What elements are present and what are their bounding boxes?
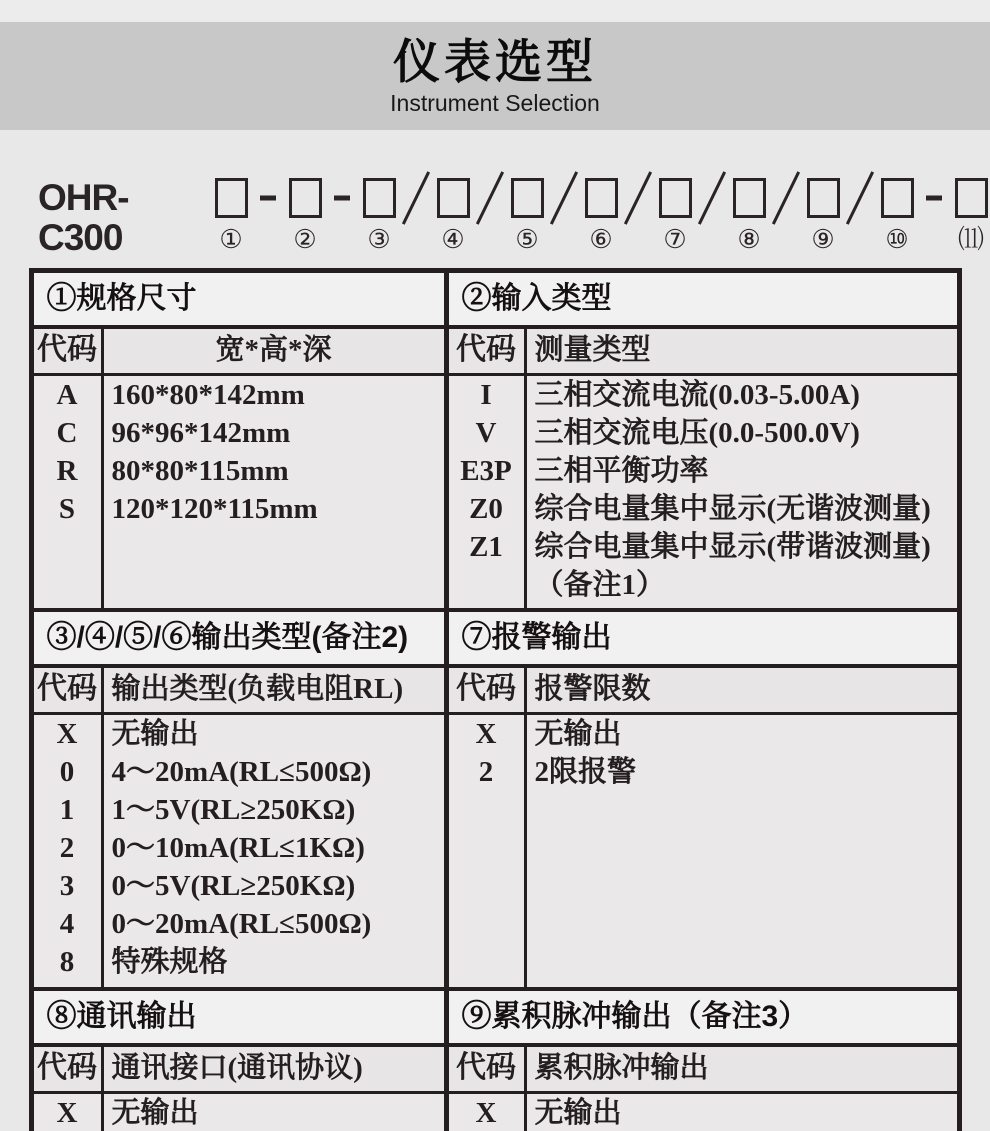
desc-cell: 2限报警 — [534, 756, 637, 788]
desc-cell: 无输出 — [111, 1097, 199, 1129]
code-cell: A — [56, 379, 78, 411]
model-position — [508, 178, 546, 255]
table-section-3 — [34, 987, 957, 1131]
dash-separator — [250, 178, 286, 218]
code-header-cell: 代码 — [34, 1047, 104, 1091]
code-cell: X — [475, 718, 497, 750]
code-cell: E3P — [460, 455, 512, 487]
desc-header-cell: 输出类型(负载电阻RL) — [111, 673, 404, 705]
model-position-label: ① — [219, 225, 243, 254]
selection-table — [29, 268, 962, 1131]
table-section-1 — [34, 273, 957, 608]
code-cell: S — [58, 493, 76, 525]
top-strip — [0, 0, 990, 22]
model-position-label: ⑧ — [737, 225, 761, 254]
model-position — [952, 178, 990, 255]
section-header: ③/④/⑤/⑥输出类型(备注2) — [34, 612, 444, 664]
code-header-cell: 代码 — [34, 329, 104, 373]
code-cell: X — [475, 1097, 497, 1129]
code-cell: V — [475, 417, 497, 449]
page-title: 仪表选型 — [393, 35, 597, 88]
desc-cell: 无输出 — [534, 1097, 622, 1129]
desc-cell: 综合电量集中显示(无谐波测量) — [534, 493, 931, 525]
desc-header-cell: 通讯接口(通讯协议) — [111, 1052, 363, 1084]
desc-cell: 4～20mA(RL≤500Ω) — [111, 756, 372, 788]
model-box — [881, 178, 914, 218]
code-cell: 4 — [59, 908, 75, 940]
model-position-label: ⑨ — [811, 225, 835, 254]
desc-cell: 96*96*142mm — [111, 417, 291, 449]
desc-cell: 三相交流电流(0.03-5.00A) — [534, 379, 860, 411]
code-cell: Z1 — [469, 531, 503, 563]
model-box — [733, 178, 766, 218]
code-cell: 0 — [59, 756, 75, 788]
slash-separator — [842, 178, 878, 218]
slash-separator — [546, 178, 582, 218]
desc-cell: 特殊规格 — [111, 946, 228, 978]
model-box — [511, 178, 544, 218]
model-position — [286, 178, 324, 255]
model-box — [807, 178, 840, 218]
code-cell: 1 — [59, 794, 75, 826]
model-position-label: ④ — [441, 225, 465, 254]
desc-cell: 0～20mA(RL≤500Ω) — [111, 908, 372, 940]
model-position — [212, 178, 250, 255]
code-cell: Z0 — [469, 493, 503, 525]
desc-cell: 1～5V(RL≥250KΩ) — [111, 794, 356, 826]
model-position — [804, 178, 842, 255]
model-position — [434, 178, 472, 255]
code-cell: X — [56, 1097, 78, 1129]
desc-cell: 无输出 — [111, 718, 199, 750]
model-position-label: ⑥ — [589, 225, 613, 254]
model-code-line — [38, 178, 990, 258]
model-box — [289, 178, 322, 218]
model-units — [212, 178, 990, 255]
desc-cell: 三相交流电压(0.0-500.0V) — [534, 417, 860, 449]
model-prefix: OHR-C300 — [38, 177, 129, 258]
section-header: ②输入类型 — [449, 273, 957, 325]
desc-cell: 0～5V(RL≥250KΩ) — [111, 870, 356, 902]
header-band — [0, 22, 990, 130]
model-box — [215, 178, 248, 218]
model-position — [878, 178, 916, 255]
desc-header-cell: 测量类型 — [534, 334, 651, 366]
code-cell: 2 — [59, 832, 75, 864]
page-subtitle: Instrument Selection — [390, 90, 600, 116]
section-header: ①规格尺寸 — [34, 273, 444, 325]
model-box — [363, 178, 396, 218]
model-position-label: ② — [293, 225, 317, 254]
model-box — [585, 178, 618, 218]
desc-header-cell: 报警限数 — [534, 673, 651, 705]
desc-cell: （备注1） — [534, 569, 666, 601]
desc-cell: 120*120*115mm — [111, 493, 318, 525]
model-box — [659, 178, 692, 218]
desc-header-cell: 累积脉冲输出 — [534, 1052, 709, 1084]
section-header: ⑨累积脉冲输出（备注3） — [449, 991, 957, 1043]
model-box — [955, 178, 988, 218]
dash-separator — [324, 178, 360, 218]
desc-cell: 0～10mA(RL≤1KΩ) — [111, 832, 365, 864]
slash-separator — [620, 178, 656, 218]
dash-separator — [916, 178, 952, 218]
code-cell: 8 — [59, 946, 75, 978]
model-position-label: ⑾ — [957, 225, 984, 254]
section-header: ⑦报警输出 — [449, 612, 957, 664]
model-position-label: ⑩ — [885, 225, 909, 254]
desc-cell: 三相平衡功率 — [534, 455, 709, 487]
model-box — [437, 178, 470, 218]
desc-cell: 综合电量集中显示(带谐波测量) — [534, 531, 931, 563]
code-cell: C — [56, 417, 78, 449]
code-cell: X — [56, 718, 78, 750]
code-header-cell: 代码 — [449, 329, 527, 373]
model-position-label: ⑤ — [515, 225, 539, 254]
section-header: ⑧通讯输出 — [34, 991, 444, 1043]
slash-separator — [472, 178, 508, 218]
model-position-label: ③ — [367, 225, 391, 254]
code-cell: R — [56, 455, 78, 487]
model-position — [360, 178, 398, 255]
slash-separator — [694, 178, 730, 218]
code-cell: 3 — [59, 870, 75, 902]
table-section-2 — [34, 608, 957, 987]
model-position — [730, 178, 768, 255]
code-header-cell: 代码 — [34, 668, 104, 712]
desc-cell: 160*80*142mm — [111, 379, 305, 411]
code-header-cell: 代码 — [449, 1047, 527, 1091]
slash-separator — [398, 178, 434, 218]
desc-header-cell: 宽*高*深 — [215, 334, 332, 366]
code-header-cell: 代码 — [449, 668, 527, 712]
code-cell — [449, 566, 524, 604]
desc-cell: 无输出 — [534, 718, 622, 750]
model-position — [582, 178, 620, 255]
model-position-label: ⑦ — [663, 225, 687, 254]
code-cell: 2 — [478, 756, 494, 788]
code-cell: I — [480, 379, 492, 411]
model-position — [656, 178, 694, 255]
desc-cell: 80*80*115mm — [111, 455, 289, 487]
slash-separator — [768, 178, 804, 218]
